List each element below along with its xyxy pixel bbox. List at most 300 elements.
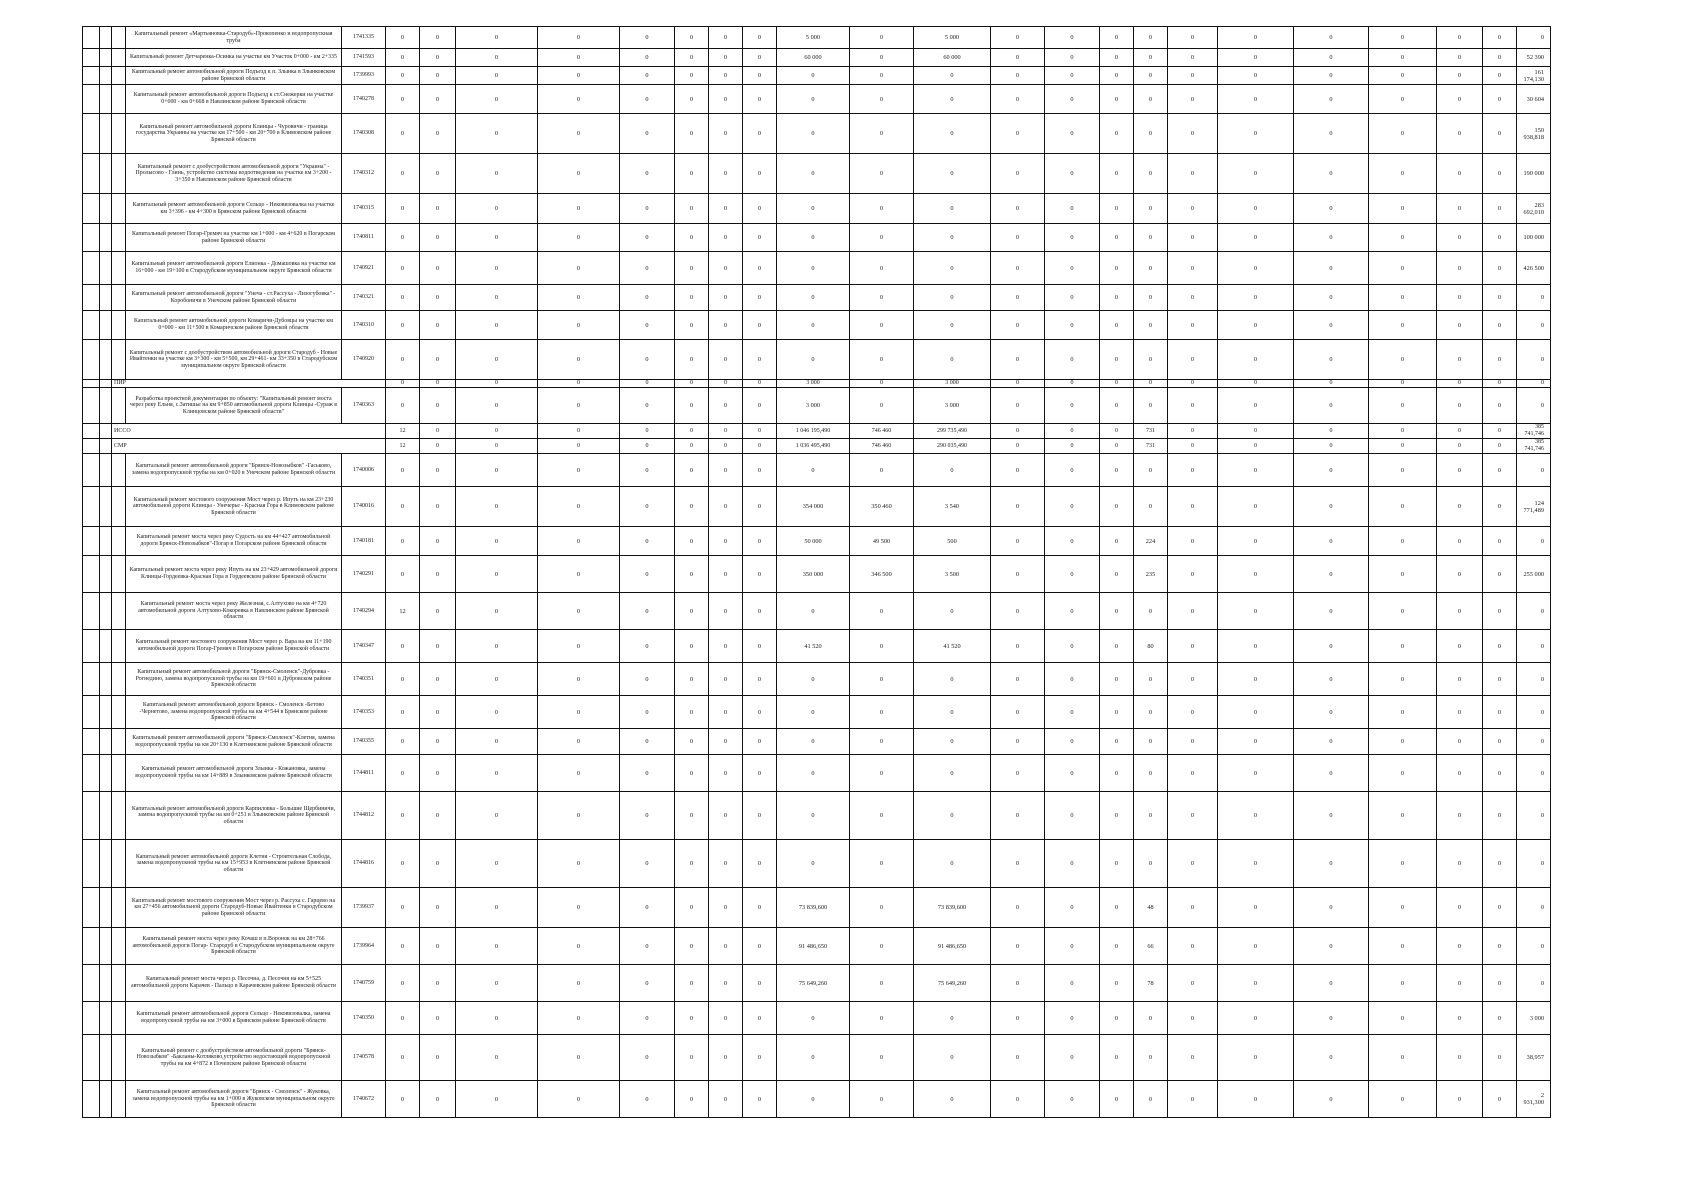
value-cell: 0	[709, 194, 743, 224]
value-cell: 0	[1218, 556, 1294, 593]
value-cell: 0	[1100, 388, 1134, 424]
value-cell: 0	[1369, 85, 1437, 114]
value-cell: 0	[1168, 696, 1218, 729]
value-cell: 0	[1134, 696, 1168, 729]
value-cell: 0	[743, 1081, 777, 1118]
value-cell: 0	[1483, 27, 1517, 49]
value-cell: 0	[1218, 27, 1294, 49]
value-cell: 0	[1294, 840, 1369, 888]
value-cell: 0	[709, 663, 743, 696]
value-cell: 0	[1517, 380, 1551, 388]
value-cell: 0	[620, 593, 675, 630]
table-row	[83, 27, 1591, 49]
value-cell: 0	[386, 252, 420, 285]
value-cell: 426 500	[1517, 252, 1551, 285]
value-cell: 0	[1369, 380, 1437, 388]
value-cell: 0	[1437, 67, 1483, 85]
value-cell: 0	[675, 527, 709, 556]
index-cell	[83, 154, 100, 194]
object-name-cell: Капитальный ремонт с дообустройством автомобильной дороги "Украина" - Пролысово - Глинь, устройство системы водоотведения на участке км 3+200 - 3+350 в Навлинском районе Брянской области	[126, 154, 342, 194]
value-cell: 0	[1218, 67, 1294, 85]
value-cell: 0	[1045, 593, 1100, 630]
table-sheet	[82, 26, 1591, 1118]
index-cell	[112, 154, 126, 194]
subtotal-row	[83, 439, 1591, 454]
value-cell: 0	[850, 252, 914, 285]
table-row	[83, 252, 1591, 285]
value-cell: 0	[1369, 792, 1437, 840]
index-cell	[83, 340, 100, 380]
value-cell: 0	[386, 114, 420, 154]
index-cell	[83, 888, 100, 928]
value-cell: 0	[1369, 388, 1437, 424]
table-row	[83, 556, 1591, 593]
value-cell: 0	[1437, 439, 1483, 454]
value-cell: 0	[1134, 1035, 1168, 1081]
index-cell	[100, 85, 112, 114]
value-cell: 0	[1437, 663, 1483, 696]
value-cell: 0	[538, 154, 620, 194]
value-cell: 0	[709, 388, 743, 424]
value-cell: 0	[420, 840, 456, 888]
object-name-cell: Капитальный ремонт с дообустройством автомобильной дороги Стародуб - Новые Ивайтенки на участке км 3+300 - км 5+500, км 29+461- км 33+350 в Стародубском муниципальном округе Брянской области	[126, 340, 342, 380]
table-row	[83, 1002, 1591, 1035]
value-cell: 0	[675, 840, 709, 888]
value-cell: 0	[1100, 424, 1134, 439]
value-cell: 0	[456, 1081, 538, 1118]
index-cell	[83, 696, 100, 729]
value-cell: 0	[1369, 487, 1437, 527]
value-cell: 0	[675, 556, 709, 593]
value-cell: 0	[456, 593, 538, 630]
value-cell: 0	[675, 928, 709, 965]
value-cell: 0	[1134, 380, 1168, 388]
value-cell: 0	[1294, 388, 1369, 424]
value-cell: 0	[709, 285, 743, 311]
value-cell: 0	[1100, 755, 1134, 792]
value-cell: 0	[1100, 487, 1134, 527]
value-cell: 0	[914, 696, 991, 729]
value-cell: 0	[1483, 49, 1517, 67]
value-cell: 731	[1134, 439, 1168, 454]
value-cell: 0	[620, 114, 675, 154]
value-cell: 0	[914, 154, 991, 194]
value-cell: 0	[1294, 1035, 1369, 1081]
value-cell: 0	[850, 454, 914, 487]
value-cell: 75 649,260	[914, 965, 991, 1002]
value-cell: 0	[1483, 439, 1517, 454]
value-cell: 0	[420, 593, 456, 630]
value-cell: 0	[914, 252, 991, 285]
value-cell: 0	[1045, 194, 1100, 224]
index-cell	[100, 755, 112, 792]
value-cell: 0	[456, 888, 538, 928]
value-cell: 0	[386, 311, 420, 340]
value-cell: 0	[620, 252, 675, 285]
table-row	[83, 593, 1591, 630]
value-cell: 0	[675, 593, 709, 630]
value-cell: 0	[386, 27, 420, 49]
value-cell: 0	[1437, 527, 1483, 556]
index-cell	[100, 380, 112, 388]
value-cell: 0	[1517, 729, 1551, 755]
value-cell: 0	[709, 593, 743, 630]
value-cell: 0	[991, 27, 1045, 49]
value-cell: 0	[1294, 285, 1369, 311]
value-cell: 0	[850, 965, 914, 1002]
value-cell: 0	[1294, 487, 1369, 527]
value-cell: 299 735,490	[914, 424, 991, 439]
value-cell: 0	[1483, 194, 1517, 224]
value-cell: 0	[709, 252, 743, 285]
value-cell: 0	[420, 792, 456, 840]
value-cell: 0	[1134, 224, 1168, 252]
object-name-cell: Капитальный ремонт автомобильной дороги "Унеча - ст.Рассуха - Лизогубовка" - Коробоничи в Унечском районе Брянской области	[126, 285, 342, 311]
object-name-cell: Капитальный ремонт автомобильной дороги Подъезд к п. Злынка в Злынковском районе Брянской области	[126, 67, 342, 85]
index-cell	[112, 965, 126, 1002]
value-cell: 0	[386, 663, 420, 696]
value-cell: 0	[538, 85, 620, 114]
value-cell: 0	[538, 454, 620, 487]
value-cell: 0	[777, 1002, 850, 1035]
index-cell	[83, 285, 100, 311]
value-cell: 0	[991, 454, 1045, 487]
value-cell: 0	[743, 593, 777, 630]
value-cell: 0	[1437, 696, 1483, 729]
value-cell: 0	[991, 840, 1045, 888]
object-name-cell: Капитальный ремонт «Мартьяновка-Стародуб»-Прокопенко и водопропускная труба	[126, 27, 342, 49]
value-cell: 5 000	[777, 27, 850, 49]
table-row	[83, 527, 1591, 556]
value-cell: 0	[538, 424, 620, 439]
value-cell: 0	[1134, 840, 1168, 888]
object-code-cell: 1744811	[342, 755, 386, 792]
index-cell	[100, 840, 112, 888]
value-cell: 0	[850, 114, 914, 154]
value-cell: 0	[1517, 454, 1551, 487]
object-name-cell: Капитальный ремонт автомобильной дороги Комаричи-Дубовцы на участке км 0+000 - км 11+500 в Комаричском районе Брянской области	[126, 311, 342, 340]
value-cell: 3 000	[777, 388, 850, 424]
value-cell: 0	[386, 527, 420, 556]
value-cell: 0	[1168, 194, 1218, 224]
index-cell	[83, 424, 100, 439]
value-cell: 0	[456, 663, 538, 696]
value-cell: 0	[620, 755, 675, 792]
value-cell: 0	[1134, 1081, 1168, 1118]
object-code-cell: 1740353	[342, 696, 386, 729]
value-cell: 3 500	[914, 556, 991, 593]
value-cell: 124 771,489	[1517, 487, 1551, 527]
index-cell	[100, 252, 112, 285]
table-row	[83, 792, 1591, 840]
value-cell: 0	[1045, 1081, 1100, 1118]
value-cell: 0	[1045, 252, 1100, 285]
object-code-cell: 1740355	[342, 729, 386, 755]
value-cell: 0	[675, 252, 709, 285]
value-cell: 0	[991, 663, 1045, 696]
value-cell: 0	[620, 1081, 675, 1118]
value-cell: 0	[1437, 224, 1483, 252]
object-code-cell: 1740921	[342, 252, 386, 285]
value-cell: 0	[991, 85, 1045, 114]
value-cell: 0	[1218, 380, 1294, 388]
value-cell: 0	[620, 556, 675, 593]
value-cell: 75 649,260	[777, 965, 850, 1002]
value-cell: 0	[1100, 49, 1134, 67]
value-cell: 0	[1517, 696, 1551, 729]
value-cell: 0	[1483, 556, 1517, 593]
value-cell: 0	[620, 67, 675, 85]
value-cell: 0	[709, 340, 743, 380]
value-cell: 0	[1369, 154, 1437, 194]
value-cell: 0	[850, 340, 914, 380]
value-cell: 0	[1218, 439, 1294, 454]
value-cell: 0	[777, 85, 850, 114]
value-cell: 0	[1294, 527, 1369, 556]
value-cell: 0	[850, 285, 914, 311]
index-cell	[83, 663, 100, 696]
value-cell: 0	[456, 840, 538, 888]
value-cell: 2 931,300	[1517, 1081, 1551, 1118]
object-code-cell: 1740350	[342, 1002, 386, 1035]
index-cell	[100, 311, 112, 340]
value-cell: 385 741,746	[1517, 439, 1551, 454]
value-cell: 0	[538, 224, 620, 252]
value-cell: 0	[850, 1081, 914, 1118]
index-cell	[83, 1002, 100, 1035]
value-cell: 0	[991, 1035, 1045, 1081]
value-cell: 0	[1437, 487, 1483, 527]
index-cell	[83, 49, 100, 67]
value-cell: 0	[743, 696, 777, 729]
value-cell: 0	[538, 527, 620, 556]
table-row	[83, 630, 1591, 663]
value-cell: 0	[1045, 224, 1100, 252]
object-name-cell: Капитальный ремонт автомобильной дороги "Брянск - Смоленск" - Жуковка, замена водопропускной трубы на км 1+000 в Жуковском муниципальном округе Брянской области	[126, 1081, 342, 1118]
value-cell: 0	[386, 85, 420, 114]
value-cell: 0	[538, 27, 620, 49]
value-cell: 0	[991, 311, 1045, 340]
object-name-cell: Капитальный ремонт Детчаренка-Осинка на участке км Участок 0+000 - км 2+335	[126, 49, 342, 67]
value-cell: 49 500	[850, 527, 914, 556]
value-cell: 5 000	[914, 27, 991, 49]
value-cell: 0	[709, 928, 743, 965]
value-cell: 0	[777, 454, 850, 487]
index-cell	[100, 285, 112, 311]
value-cell: 0	[991, 696, 1045, 729]
value-cell: 0	[991, 340, 1045, 380]
value-cell: 0	[620, 340, 675, 380]
value-cell: 0	[1168, 49, 1218, 67]
value-cell: 0	[1483, 696, 1517, 729]
index-cell	[100, 527, 112, 556]
value-cell: 350 460	[850, 487, 914, 527]
value-cell: 12	[386, 593, 420, 630]
value-cell: 0	[991, 285, 1045, 311]
value-cell: 0	[1294, 556, 1369, 593]
object-code-cell: 1739993	[342, 67, 386, 85]
value-cell: 0	[538, 840, 620, 888]
value-cell: 746 460	[850, 439, 914, 454]
value-cell: 0	[850, 154, 914, 194]
index-cell	[112, 27, 126, 49]
value-cell: 0	[420, 49, 456, 67]
value-cell: 0	[1369, 1002, 1437, 1035]
value-cell: 0	[1168, 67, 1218, 85]
object-code-cell: 1739937	[342, 888, 386, 928]
value-cell: 0	[1437, 154, 1483, 194]
value-cell: 0	[777, 114, 850, 154]
index-cell	[100, 1002, 112, 1035]
value-cell: 0	[620, 663, 675, 696]
value-cell: 0	[777, 755, 850, 792]
value-cell: 0	[1134, 487, 1168, 527]
value-cell: 0	[1369, 454, 1437, 487]
value-cell: 0	[620, 454, 675, 487]
value-cell: 0	[1045, 729, 1100, 755]
value-cell: 0	[620, 1035, 675, 1081]
value-cell: 0	[1294, 424, 1369, 439]
object-name-cell: Капитальный ремонт автомобильной дороги Брянск - Смоленск -Бетово -Чернетово, замена водопропускной трубы на км 4+544 в Брянском районе Брянской области	[126, 696, 342, 729]
value-cell: 0	[709, 85, 743, 114]
value-cell: 0	[1294, 454, 1369, 487]
index-cell	[112, 696, 126, 729]
value-cell: 0	[1045, 556, 1100, 593]
table-row	[83, 154, 1591, 194]
value-cell: 0	[1294, 439, 1369, 454]
value-cell: 0	[777, 1035, 850, 1081]
value-cell: 0	[420, 154, 456, 194]
value-cell: 0	[1294, 1002, 1369, 1035]
value-cell: 0	[420, 556, 456, 593]
index-cell	[83, 224, 100, 252]
value-cell: 0	[850, 729, 914, 755]
value-cell: 0	[1218, 593, 1294, 630]
value-cell: 0	[1045, 696, 1100, 729]
value-cell: 0	[914, 224, 991, 252]
value-cell: 0	[991, 556, 1045, 593]
object-name-cell: Капитальный ремонт моста через р. Песочна, д. Песочня на км 5+525 автомобильной дороги Карачев - Пальцо в Карачевском районе Брянской области	[126, 965, 342, 1002]
value-cell: 0	[743, 729, 777, 755]
value-cell: 0	[1483, 1002, 1517, 1035]
value-cell: 0	[1294, 340, 1369, 380]
value-cell: 0	[1168, 487, 1218, 527]
value-cell: 0	[538, 928, 620, 965]
value-cell: 0	[456, 194, 538, 224]
value-cell: 0	[386, 380, 420, 388]
value-cell: 0	[675, 340, 709, 380]
index-cell	[83, 729, 100, 755]
value-cell: 0	[538, 792, 620, 840]
value-cell: 0	[1437, 1002, 1483, 1035]
value-cell: 0	[743, 388, 777, 424]
value-cell: 0	[1168, 1002, 1218, 1035]
value-cell: 0	[420, 194, 456, 224]
value-cell: 0	[991, 792, 1045, 840]
value-cell: 0	[743, 556, 777, 593]
value-cell: 0	[675, 67, 709, 85]
value-cell: 0	[1134, 388, 1168, 424]
value-cell: 0	[675, 630, 709, 663]
index-cell	[100, 1081, 112, 1118]
index-cell	[100, 556, 112, 593]
table-row	[83, 696, 1591, 729]
index-cell	[100, 792, 112, 840]
value-cell: 78	[1134, 965, 1168, 1002]
value-cell: 0	[1437, 49, 1483, 67]
value-cell: 0	[1045, 424, 1100, 439]
value-cell: 190 000	[1517, 154, 1551, 194]
value-cell: 0	[743, 49, 777, 67]
value-cell: 0	[1437, 965, 1483, 1002]
value-cell: 91 486,650	[777, 928, 850, 965]
value-cell: 0	[420, 1081, 456, 1118]
value-cell: 0	[1168, 380, 1218, 388]
index-cell	[112, 527, 126, 556]
value-cell: 0	[1168, 663, 1218, 696]
table-row	[83, 1035, 1591, 1081]
index-cell	[100, 928, 112, 965]
index-cell	[83, 194, 100, 224]
value-cell: 0	[1483, 424, 1517, 439]
value-cell: 0	[1483, 1035, 1517, 1081]
value-cell: 0	[1369, 928, 1437, 965]
value-cell: 0	[1517, 527, 1551, 556]
value-cell: 0	[386, 888, 420, 928]
value-cell: 0	[1218, 85, 1294, 114]
index-cell	[83, 454, 100, 487]
object-code-cell: 1740294	[342, 593, 386, 630]
value-cell: 0	[456, 928, 538, 965]
index-cell	[100, 49, 112, 67]
value-cell: 0	[991, 593, 1045, 630]
index-cell	[112, 340, 126, 380]
value-cell: 0	[991, 729, 1045, 755]
value-cell: 0	[709, 840, 743, 888]
value-cell: 0	[675, 965, 709, 1002]
value-cell: 0	[1437, 556, 1483, 593]
index-cell	[100, 487, 112, 527]
value-cell: 0	[709, 454, 743, 487]
value-cell: 0	[777, 252, 850, 285]
value-cell: 0	[1437, 840, 1483, 888]
value-cell: 0	[1437, 380, 1483, 388]
value-cell: 0	[850, 49, 914, 67]
value-cell: 0	[709, 27, 743, 49]
value-cell: 0	[620, 49, 675, 67]
object-name-cell: Капитальный ремонт автомобильной дороги "Брянск-Смоленск"-Клетня, замена водопропускной трубы на км 20+130 в Клетнянском районе Брянской области	[126, 729, 342, 755]
value-cell: 0	[538, 311, 620, 340]
value-cell: 0	[1369, 696, 1437, 729]
index-cell	[112, 755, 126, 792]
index-cell	[100, 454, 112, 487]
index-cell	[83, 556, 100, 593]
value-cell: 0	[420, 285, 456, 311]
object-code-cell: 1740321	[342, 285, 386, 311]
index-cell	[83, 755, 100, 792]
value-cell: 0	[709, 965, 743, 1002]
value-cell: 0	[1369, 311, 1437, 340]
value-cell: 0	[538, 1081, 620, 1118]
value-cell: 0	[1483, 154, 1517, 194]
value-cell: 0	[456, 85, 538, 114]
value-cell: 0	[850, 696, 914, 729]
value-cell: 0	[538, 755, 620, 792]
value-cell: 0	[620, 224, 675, 252]
value-cell: 0	[1134, 49, 1168, 67]
value-cell: 0	[777, 696, 850, 729]
value-cell: 0	[1168, 114, 1218, 154]
